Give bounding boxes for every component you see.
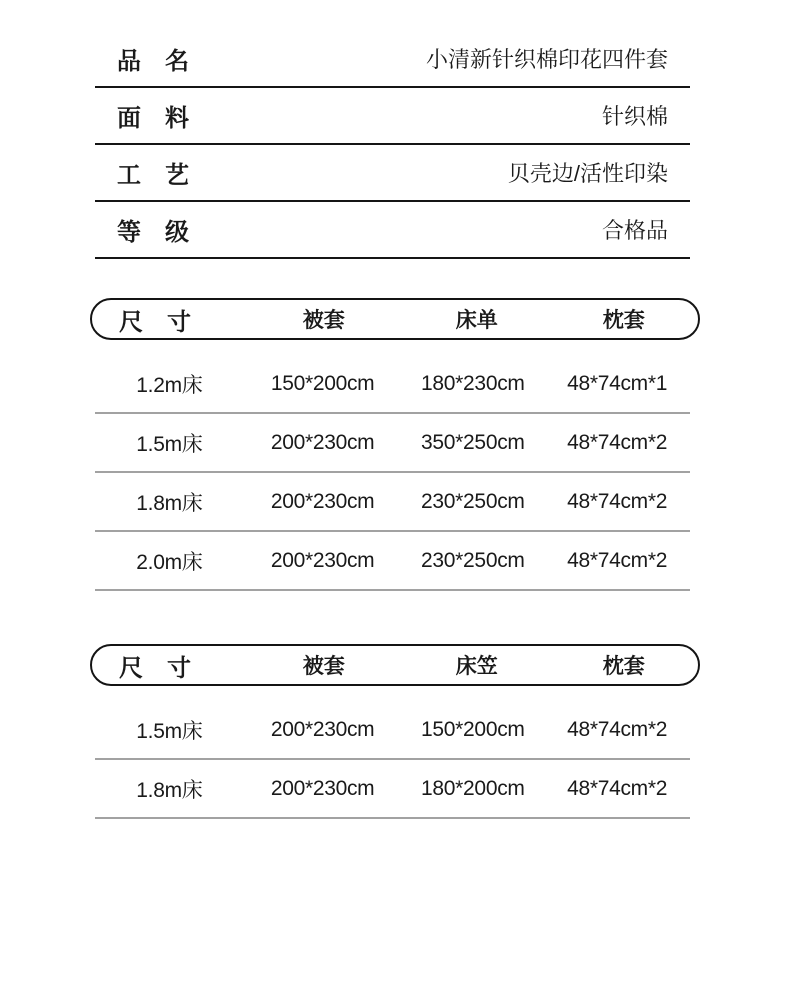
product-attributes <box>95 31 690 259</box>
size-table-body <box>95 355 690 591</box>
header-cell: 床笠 <box>455 655 498 678</box>
dimension-cell: 48*74cm*1 <box>567 371 668 395</box>
table-row <box>95 760 690 819</box>
bed-size-cell: 1.8m床 <box>136 491 203 515</box>
size-table-header-pill <box>90 644 700 686</box>
attribute-value: 小清新针织棉印花四件套 <box>425 47 668 72</box>
dimension-cell: 48*74cm*2 <box>567 717 668 741</box>
dimension-cell: 48*74cm*2 <box>567 776 668 800</box>
dimension-cell: 150*200cm <box>421 717 525 741</box>
attribute-value: 合格品 <box>601 218 668 243</box>
dimension-cell: 200*230cm <box>270 430 375 454</box>
attribute-row <box>95 145 690 202</box>
table-row <box>95 414 690 473</box>
dimension-cell: 350*250cm <box>421 430 525 454</box>
header-cell: 床单 <box>455 309 498 332</box>
attribute-label: 品 名 <box>117 48 189 75</box>
header-cell: 尺 寸 <box>119 654 191 682</box>
bed-size-cell: 1.2m床 <box>136 373 203 397</box>
size-table-1 <box>90 298 700 591</box>
attribute-row <box>95 202 690 259</box>
attribute-value: 贝壳边/活性印染 <box>507 161 668 186</box>
bed-size-cell: 2.0m床 <box>136 550 203 574</box>
dimension-cell: 180*230cm <box>421 371 525 395</box>
size-table-2 <box>90 644 700 819</box>
dimension-cell: 48*74cm*2 <box>567 548 668 572</box>
header-cell: 尺 寸 <box>119 308 191 336</box>
table-row <box>95 473 690 532</box>
dimension-cell: 150*200cm <box>270 371 375 395</box>
size-table-body <box>95 701 690 819</box>
table-row <box>95 701 690 760</box>
attribute-label: 等 级 <box>117 219 189 246</box>
dimension-cell: 200*230cm <box>270 776 375 800</box>
dimension-cell: 200*230cm <box>270 489 375 513</box>
attribute-value: 针织棉 <box>601 104 668 129</box>
dimension-cell: 180*200cm <box>421 776 525 800</box>
dimension-cell: 230*250cm <box>421 489 525 513</box>
attribute-row <box>95 88 690 145</box>
header-cell: 枕套 <box>602 309 645 332</box>
size-table-header-pill <box>90 298 700 340</box>
bed-size-cell: 1.5m床 <box>136 719 203 743</box>
table-row <box>95 355 690 414</box>
attribute-label: 工 艺 <box>117 162 189 189</box>
bed-size-cell: 1.8m床 <box>136 778 203 802</box>
dimension-cell: 48*74cm*2 <box>567 489 668 513</box>
bed-size-cell: 1.5m床 <box>136 432 203 456</box>
size-tables <box>90 298 700 819</box>
product-spec-sheet <box>0 31 790 819</box>
header-cell: 枕套 <box>602 655 645 678</box>
table-row <box>95 532 690 591</box>
dimension-cell: 230*250cm <box>421 548 525 572</box>
attribute-label: 面 料 <box>117 105 189 132</box>
dimension-cell: 48*74cm*2 <box>567 430 668 454</box>
header-cell: 被套 <box>302 309 345 332</box>
dimension-cell: 200*230cm <box>270 717 375 741</box>
header-cell: 被套 <box>302 655 345 678</box>
dimension-cell: 200*230cm <box>270 548 375 572</box>
attribute-row <box>95 31 690 88</box>
